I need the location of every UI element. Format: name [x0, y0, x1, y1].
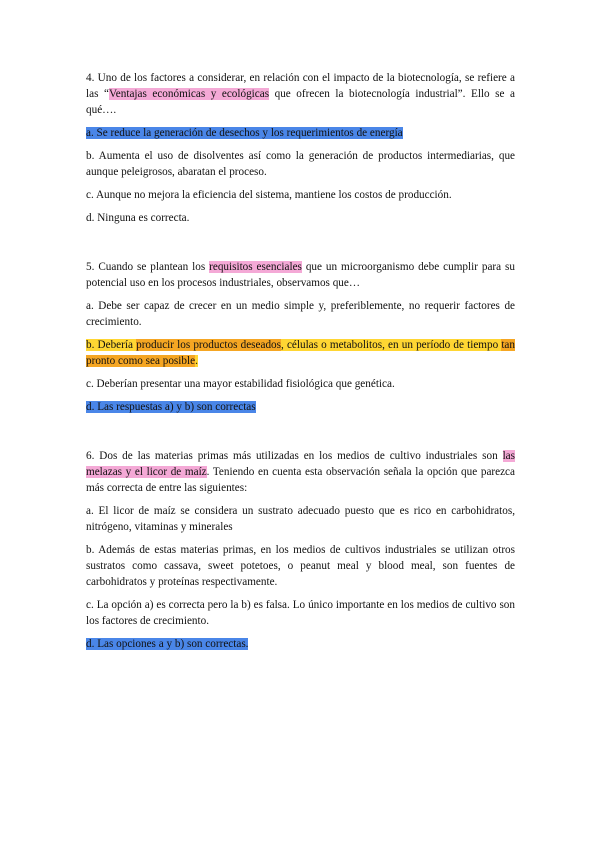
q5-option-b-part4: tan pronto como sea posible	[86, 339, 515, 367]
q4-option-c: c. Aunque no mejora la eficiencia del sistema, mantiene los costos de producción.	[86, 189, 452, 201]
q4-option-a	[86, 125, 515, 141]
q4-option-d: d. Ninguna es correcta.	[86, 212, 190, 224]
q5-option-b-part3: , células o metabolitos, en un período de tiempo	[281, 339, 502, 351]
document-page	[86, 70, 515, 659]
q5-option-d	[86, 399, 515, 415]
q6-stem-a: 6. Dos de las materias primas más utilizadas en los medios de cultivo industriales son	[86, 450, 503, 462]
question-5	[86, 259, 515, 291]
question-4	[86, 70, 515, 118]
q5-option-c: c. Deberían presentar una mayor estabilidad fisiológica que genética.	[86, 378, 395, 390]
spacer	[86, 233, 515, 259]
q5-option-b	[86, 337, 515, 369]
q6-option-a: a. El licor de maíz se considera un sustrato adecuado puesto que es rico en carbohidratos, nitrógeno, vitaminas y minerales	[86, 505, 515, 533]
q5-option-d-text: d. Las respuestas a) y b) son correctas	[86, 401, 256, 413]
q6-stem-b: . Teniendo en cuenta esta observación señala la opción que parezca más correcta de entre las siguientes:	[86, 466, 515, 494]
q4-stem-highlight: Ventajas económicas y ecológicas	[108, 88, 270, 100]
q6-option-c: c. La opción a) es correcta pero la b) es falsa. Lo único importante en los medios de cultivo son los factores de crecimiento.	[86, 599, 515, 627]
q5-option-b-part2: producir los productos deseados	[136, 339, 281, 351]
spacer	[86, 422, 515, 448]
q5-option-a: a. Debe ser capaz de crecer en un medio simple y, preferiblemente, no requerir factores de crecimiento.	[86, 300, 515, 328]
q6-option-d-text: d. Las opciones a y b) son correctas.	[86, 638, 249, 650]
q6-stem-highlight: las melazas y el licor de maíz	[86, 450, 515, 478]
q5-stem-b: que un microorganismo debe cumplir para su potencial uso en los procesos industriales, observamos que…	[86, 261, 515, 289]
q5-option-b-part5: .	[195, 355, 198, 367]
q6-option-b: b. Además de estas materias primas, en los medios de cultivos industriales se utilizan otros sustratos como cassava, sweet potetoes, o peanut meal y blood meal, son fuentes de carbohidratos y proteínas respectivamente.	[86, 544, 515, 588]
question-6	[86, 448, 515, 496]
q4-stem-a: 4. Uno de los factores a considerar, en relación con el impacto de la biotecnología, se refiere a las “	[86, 72, 515, 100]
q5-stem-a: 5. Cuando se plantean los	[86, 261, 210, 273]
q4-stem-b: que ofrecen la biotecnología industrial”. Ello se a qué….	[86, 88, 515, 116]
q4-option-a-text: a. Se reduce la generación de desechos y los requerimientos de energía	[86, 127, 403, 139]
q5-option-b-part1: b. Debería	[86, 339, 137, 351]
q6-option-d	[86, 636, 515, 652]
q4-option-b: b. Aumenta el uso de disolventes así como la generación de productos intermediarias, que aunque peleigrosos, abaratan el proceso.	[86, 150, 515, 178]
q5-stem-highlight: requisitos esenciales	[209, 261, 302, 273]
